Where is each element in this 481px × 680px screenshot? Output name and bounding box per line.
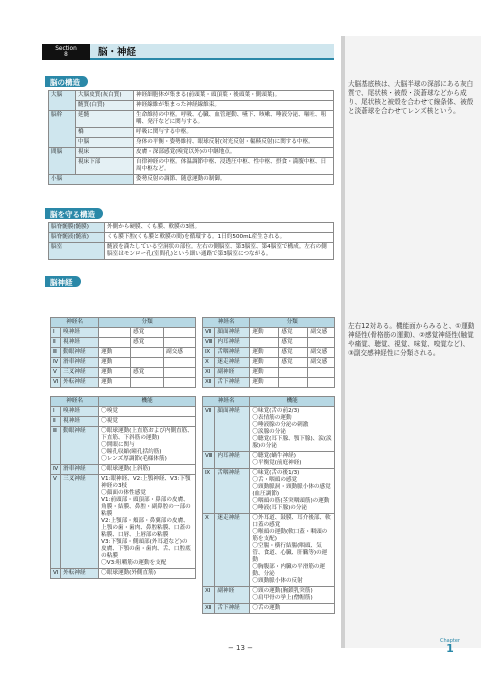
nerve-class-cell xyxy=(308,338,335,348)
nerve-numeral: Ⅲ xyxy=(51,348,61,358)
nerve-class-cell: 感覚 xyxy=(279,328,308,338)
nerve-name: 迷走神経 xyxy=(215,514,250,587)
nerve-class-cell xyxy=(279,378,308,388)
nerve-class-cell: 運動 xyxy=(99,348,131,358)
structure-row xyxy=(49,111,334,128)
protection-name: 脳脊髄膜(髄膜) xyxy=(49,223,105,233)
structure-row xyxy=(49,158,334,175)
nerve-function: 〇眼球運動(上直筋および内側直筋、下直筋、下斜筋の運動) 〇開眼に関与 〇瞳孔収縮(瞳孔括約筋) 〇レンズ厚調節(毛様体筋) xyxy=(99,427,196,465)
nerve-function: 〇味覚(舌の前2/3) 〇表情筋の運動 〇唾液腺の分泌の刺激 〇涙腺の分泌 〇聴覚(耳下腺、顎下腺)、涙(涙腺)の分泌 xyxy=(250,407,335,452)
nerve-class-cell: 感覚 xyxy=(131,328,164,338)
nerve-class-cell xyxy=(279,368,308,378)
chapter-marker xyxy=(440,637,460,653)
protection-name: 脳脊髄液(髄液) xyxy=(49,233,105,243)
nerve-name: 内耳神経 xyxy=(215,452,250,469)
nerve-class-row xyxy=(51,378,196,388)
nerve-numeral: Ⅹ xyxy=(203,514,215,587)
cranial-function-left xyxy=(50,396,196,579)
nerve-name: 舌下神経 xyxy=(215,604,250,614)
section-word: Section xyxy=(55,46,77,52)
nerve-function: 〇聴覚(蝸牛神経) 〇平衡覚(前庭神経) xyxy=(250,452,335,469)
nerve-name: 嗅神経 xyxy=(61,328,99,338)
col-nerve-name: 神経名 xyxy=(51,318,99,328)
nerve-function: 〇視覚 xyxy=(99,417,196,427)
nerve-class-cell xyxy=(99,328,131,338)
nerve-numeral: Ⅻ xyxy=(203,604,215,614)
protection-description: 髄液を満たしている空洞状の部位。左右の側脳室、第3脳室、第4脳室で構成。左右の側脳室はモンロー孔(室間孔)という細い通路で第3脳室につながる。 xyxy=(105,243,334,260)
nerve-class-row xyxy=(51,348,196,358)
chapter-word: Chapter xyxy=(440,638,460,644)
structure-description: 姿勢反射の調節、随意運動の制御。 xyxy=(134,175,334,185)
nerve-class-cell xyxy=(131,378,164,388)
nerve-function-row xyxy=(203,469,335,514)
structure-description: 自律神経の中枢。体温調節中枢、浸透圧中枢、性中枢、摂食・満腹中枢、日周中枢など。 xyxy=(134,158,334,175)
nerve-class-cell: 運動 xyxy=(250,378,279,388)
structure-part: 髄質(白質) xyxy=(76,101,134,111)
nerve-function-row xyxy=(51,569,196,579)
nerve-numeral: Ⅴ xyxy=(51,368,61,378)
nerve-class-row xyxy=(203,378,335,388)
nerve-class-cell: 副交感 xyxy=(308,348,335,358)
nerve-function-row xyxy=(203,452,335,469)
nerve-class-cell xyxy=(308,368,335,378)
nerve-function-row xyxy=(51,475,196,569)
nerve-function-row xyxy=(51,407,196,417)
protection-description: くも膜下腔(くも膜と軟膜の間)を循環する。1日約500mL産生される。 xyxy=(105,233,334,243)
nerve-class-row xyxy=(51,358,196,368)
nerve-name: 迷走神経 xyxy=(215,358,250,368)
nerve-name: 動眼神経 xyxy=(61,348,99,358)
structure-part: 中脳 xyxy=(76,138,134,148)
nerve-class-cell: 感覚 xyxy=(279,338,308,348)
nerve-name: 嗅神経 xyxy=(61,407,99,417)
nerve-name: 舌下神経 xyxy=(215,378,250,388)
protection-row xyxy=(49,243,334,260)
nerve-numeral: Ⅱ xyxy=(51,417,61,427)
protection-name: 脳室 xyxy=(49,243,105,260)
nerve-name: 滑車神経 xyxy=(61,465,99,475)
nerve-function: 〇眼球運動(上斜筋) xyxy=(99,465,196,475)
nerve-numeral: Ⅺ xyxy=(203,368,215,378)
page-number: − 13 − xyxy=(227,644,254,652)
nerve-class-row xyxy=(203,368,335,378)
nerve-name: 滑車神経 xyxy=(61,358,99,368)
margin-note-cranial-nerves: 左右12対ある。機能面からみると、①運動神経性(骨格筋の運動)、②感覚神経性(触覚や痛覚、聴覚、視覚、味覚、嗅覚など)、③副交感神経性に分類される。 xyxy=(348,322,475,357)
structure-row xyxy=(49,148,334,158)
nerve-numeral: Ⅸ xyxy=(203,348,215,358)
nerve-name: 三叉神経 xyxy=(61,475,99,569)
protection-row xyxy=(49,233,334,243)
nerve-function-row xyxy=(203,587,335,604)
nerve-function-row xyxy=(51,417,196,427)
structure-description: 神経線維が集まった神経線維束。 xyxy=(134,101,334,111)
nerve-numeral: Ⅶ xyxy=(203,328,215,338)
structure-part: 視床 xyxy=(76,148,134,158)
nerve-class-cell: 感覚 xyxy=(279,348,308,358)
structure-row xyxy=(49,91,334,101)
margin-note-basal-ganglia: 大脳基底核は、大脳半球の深部にある灰白質で、尾状核・被殻・淡蒼球などから成り、尾状核と被殻を合わせて線条体、被殻と淡蒼球を合わせてレンズ核という。 xyxy=(348,80,474,115)
structure-part: 橋 xyxy=(76,128,134,138)
protection-row xyxy=(49,223,334,233)
nerve-class-cell: 運動 xyxy=(250,358,279,368)
nerve-function-row xyxy=(203,604,335,614)
nerve-class-row xyxy=(203,338,335,348)
nerve-numeral: Ⅵ xyxy=(51,569,61,579)
section-title: 脳・神経 xyxy=(90,44,334,60)
nerve-class-cell: 感覚 xyxy=(131,368,164,378)
structure-group: 小脳 xyxy=(49,175,134,185)
nerve-numeral: Ⅳ xyxy=(51,358,61,368)
nerve-function: 〇舌の運動 xyxy=(250,604,335,614)
nerve-function: V1:眼神経、V2:上顎神経、V3:下顎神経の3枝 〇顔面の体性感覚 V1:前頭部・頭頂部・鼻部の皮膚、角膜・結膜、鼻腔・副鼻腔の一部の粘膜 V2:上顎部・頬部・鼻翼部の皮膚、上顎の歯・歯肉、鼻腔粘膜、口蓋の粘膜、口唇、上唇部の粘膜 V3:下顎部・側頭部(外耳道など)の皮膚、下顎の歯・歯肉、舌、口腔底の粘膜 〇V3:咀嚼筋の運動を支配 xyxy=(99,475,196,569)
structure-description: 神経細胞体が集まる(前頭葉・頭頂葉・後頭葉・側頭葉)。 xyxy=(134,91,334,101)
nerve-numeral: Ⅱ xyxy=(51,338,61,348)
structure-group: 脳幹 xyxy=(49,111,76,148)
nerve-function-row xyxy=(51,427,196,465)
cranial-classification-right xyxy=(202,317,335,388)
nerve-numeral: Ⅻ xyxy=(203,378,215,388)
structure-group: 大脳 xyxy=(49,91,76,111)
section-number-box xyxy=(42,44,90,60)
nerve-class-row xyxy=(203,358,335,368)
nerve-name: 顔面神経 xyxy=(215,328,250,338)
structure-row xyxy=(49,128,334,138)
structure-row xyxy=(49,138,334,148)
nerve-name: 舌咽神経 xyxy=(215,469,250,514)
nerve-class-row xyxy=(51,328,196,338)
nerve-class-cell: 副交感 xyxy=(308,358,335,368)
nerve-name: 顔面神経 xyxy=(215,407,250,452)
nerve-function-row xyxy=(203,407,335,452)
heading-brain-structure: 脳の構造 xyxy=(45,76,88,87)
structure-row xyxy=(49,101,334,111)
col-function: 機能 xyxy=(250,397,335,407)
brain-protection-table xyxy=(48,222,334,260)
nerve-class-cell: 副交感 xyxy=(308,328,335,338)
section-header xyxy=(42,44,334,60)
nerve-class-row xyxy=(51,368,196,378)
col-classification: 分類 xyxy=(99,318,196,328)
nerve-class-row xyxy=(203,348,335,358)
nerve-class-cell xyxy=(164,338,196,348)
nerve-class-cell xyxy=(131,358,164,368)
nerve-class-cell xyxy=(164,378,196,388)
structure-part: 視床下部 xyxy=(76,158,134,175)
nerve-class-cell xyxy=(131,348,164,358)
nerve-name: 外転神経 xyxy=(61,569,99,579)
nerve-function: 〇外耳道、鼓膜、耳介後部、軟口蓋の感覚 〇喉頭の運動(軟口蓋・咽頭の筋を支配) 〇空腸・横行結腸(咽頭、気管、食道、心臓、肝臓等)の運動 〇胸腹部・内臓の平滑筋の運動、分泌 〇頸動脈小体の反射 xyxy=(250,514,335,587)
col-nerve-name: 神経名 xyxy=(203,318,250,328)
col-nerve-name: 神経名 xyxy=(203,397,250,407)
section-number: 8 xyxy=(64,52,68,58)
nerve-numeral: Ⅰ xyxy=(51,328,61,338)
nerve-class-cell: 運動 xyxy=(99,368,131,378)
nerve-function: 〇頸の運動(胸鎖乳突筋) 〇肩甲骨の挙上(僧帽筋) xyxy=(250,587,335,604)
nerve-name: 動眼神経 xyxy=(61,427,99,465)
nerve-class-row xyxy=(203,328,335,338)
nerve-numeral: Ⅵ xyxy=(51,378,61,388)
cranial-classification-left xyxy=(50,317,196,388)
nerve-numeral: Ⅰ xyxy=(51,407,61,417)
nerve-class-cell: 運動 xyxy=(99,378,131,388)
nerve-numeral: Ⅳ xyxy=(51,465,61,475)
nerve-function-row xyxy=(51,465,196,475)
nerve-numeral: Ⅸ xyxy=(203,469,215,514)
nerve-name: 副神経 xyxy=(215,587,250,604)
col-nerve-name: 神経名 xyxy=(51,397,99,407)
chapter-number: 1 xyxy=(446,642,454,655)
nerve-numeral: Ⅺ xyxy=(203,587,215,604)
nerve-name: 舌咽神経 xyxy=(215,348,250,358)
nerve-class-cell: 感覚 xyxy=(131,338,164,348)
nerve-function: 〇嗅覚 xyxy=(99,407,196,417)
structure-description: 呼吸に関与する中枢。 xyxy=(134,128,334,138)
nerve-name: 視神経 xyxy=(61,417,99,427)
structure-description: 身体の平衡・姿勢維持、眼球反射(対光反射・輻輳反射)に関する中枢。 xyxy=(134,138,334,148)
protection-description: 外側から硬膜、くも膜、軟膜の3層。 xyxy=(105,223,334,233)
nerve-class-cell: 運動 xyxy=(99,358,131,368)
structure-part: 大脳皮質(灰白質) xyxy=(76,91,134,101)
nerve-name: 副神経 xyxy=(215,368,250,378)
nerve-class-cell: 運動 xyxy=(250,348,279,358)
heading-cranial-nerves: 脳神経 xyxy=(45,276,81,287)
structure-row xyxy=(49,175,334,185)
heading-brain-protection: 脳を守る構造 xyxy=(45,208,103,219)
nerve-function: 〇味覚(舌の後1/3) 〇舌・咽頭の感覚 〇頸動脈洞・頸動脈小体の感覚(血圧調節) 〇咽頭の筋(茎突咽頭筋)の運動 〇唾液(耳下腺)の分泌 xyxy=(250,469,335,514)
nerve-numeral: Ⅷ xyxy=(203,452,215,469)
brain-structure-table xyxy=(48,90,334,185)
nerve-numeral: Ⅹ xyxy=(203,358,215,368)
cranial-function-right xyxy=(202,396,335,614)
structure-description: 生命維持の中枢。呼吸、心臓、血管運動、嚥下、咳嗽、唾液分泌、嘔吐、咀嚼、発汗などに関与する。 xyxy=(134,111,334,128)
nerve-class-cell xyxy=(164,358,196,368)
nerve-class-cell: 感覚 xyxy=(279,358,308,368)
nerve-name: 内耳神経 xyxy=(215,338,250,348)
nerve-class-cell xyxy=(164,328,196,338)
nerve-function-row xyxy=(203,514,335,587)
nerve-numeral: Ⅲ xyxy=(51,427,61,465)
nerve-class-cell xyxy=(164,368,196,378)
margin-divider xyxy=(341,36,345,648)
nerve-name: 三叉神経 xyxy=(61,368,99,378)
nerve-numeral: Ⅴ xyxy=(51,475,61,569)
structure-description: 皮膚・深部感覚(嗅覚以外)の中継地点。 xyxy=(134,148,334,158)
nerve-function: 〇眼球運動(外側直筋) xyxy=(99,569,196,579)
structure-group: 間脳 xyxy=(49,148,76,175)
structure-part: 延髄 xyxy=(76,111,134,128)
nerve-class-cell: 運動 xyxy=(250,328,279,338)
nerve-class-cell: 副交感 xyxy=(164,348,196,358)
nerve-class-row xyxy=(51,338,196,348)
col-classification: 分類 xyxy=(250,318,335,328)
nerve-numeral: Ⅶ xyxy=(203,407,215,452)
nerve-numeral: Ⅷ xyxy=(203,338,215,348)
nerve-name: 外転神経 xyxy=(61,378,99,388)
nerve-class-cell: 運動 xyxy=(250,368,279,378)
nerve-class-cell xyxy=(99,338,131,348)
nerve-class-cell xyxy=(250,338,279,348)
nerve-name: 視神経 xyxy=(61,338,99,348)
col-function: 機能 xyxy=(99,397,196,407)
nerve-class-cell xyxy=(308,378,335,388)
